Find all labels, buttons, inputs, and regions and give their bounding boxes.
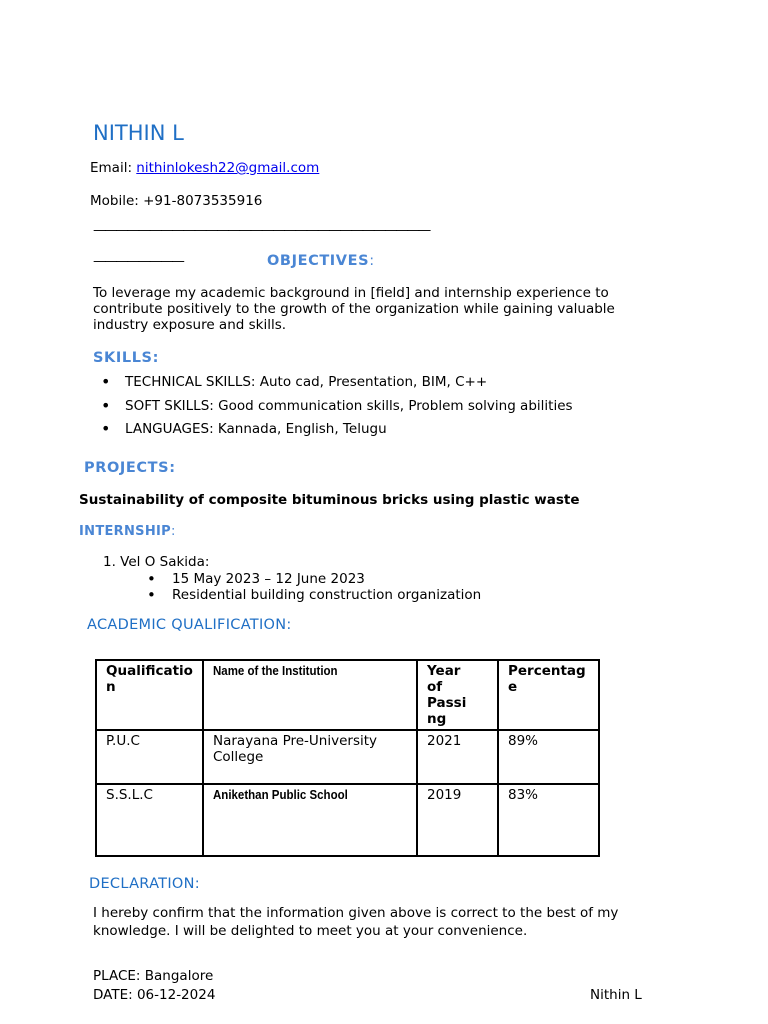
email-label: Email: — [90, 160, 137, 176]
skill-text: LANGUAGES: Kannada, English, Telugu — [125, 421, 387, 437]
list-item — [101, 397, 573, 421]
skill-text: SOFT SKILLS: Good communication skills, Problem solving abilities — [125, 397, 573, 414]
bullet-icon: • — [147, 570, 156, 588]
objectives-heading-text: OBJECTIVES — [267, 253, 370, 269]
header-year: Year of Passi ng — [427, 663, 467, 727]
table-cell: 83% — [498, 784, 599, 856]
internship-details — [147, 571, 481, 602]
skills-list — [101, 373, 573, 444]
bullet-icon: • — [101, 395, 111, 415]
table-cell: Narayana Pre-University College — [203, 730, 417, 784]
header-cell — [417, 660, 498, 730]
header-institution: Name of the Institution — [213, 664, 338, 678]
internship-description: Residential building construction organization — [172, 586, 482, 603]
header-cell — [498, 660, 599, 730]
bullet-icon: • — [101, 419, 111, 438]
table-cell: P.U.C — [96, 730, 203, 784]
skills-heading: SKILLS: — [93, 350, 159, 366]
place-line: PLACE: Bangalore — [93, 968, 214, 984]
list-item — [101, 420, 573, 444]
divider-rule: —————————————————————————————— — [93, 222, 430, 238]
list-item — [101, 373, 573, 397]
table-cell — [203, 784, 417, 856]
table-cell: S.S.L.C — [96, 784, 203, 856]
table-cell: 2019 — [417, 784, 498, 856]
internship-heading-text: INTERNSHIP — [79, 524, 171, 539]
objectives-heading-colon: : — [369, 253, 375, 269]
internship-heading — [79, 524, 176, 539]
table-row — [96, 784, 599, 856]
email-line — [90, 160, 319, 176]
bullet-icon: • — [147, 585, 156, 604]
projects-heading: PROJECTS: — [84, 460, 176, 476]
signature-name: Nithin L — [590, 987, 642, 1003]
institution-name: Anikethan Public School — [213, 788, 348, 802]
table-cell: 89% — [498, 730, 599, 784]
mobile-line: Mobile: +91-8073535916 — [90, 193, 263, 209]
internship-dates: 15 May 2023 – 12 June 2023 — [172, 571, 365, 587]
declaration-text: I hereby confirm that the information given above is correct to the best of my knowledge. I will be delighted to meet you at your convenience. — [93, 905, 619, 939]
objectives-heading — [267, 253, 375, 269]
header-qualification: Qualificatio n — [106, 663, 193, 695]
date-line: DATE: 06-12-2024 — [93, 987, 216, 1003]
header-cell — [203, 660, 417, 730]
email-link[interactable]: nithinlokesh22@gmail.com — [136, 160, 320, 176]
objectives-text: To leverage my academic background in [field] and internship experience to contribute positively to the growth of the organization while gaining valuable industry exposure and skills. — [93, 285, 615, 333]
skill-text: TECHNICAL SKILLS: Auto cad, Presentation, BIM, C++ — [125, 374, 488, 390]
declaration-heading: DECLARATION: — [89, 876, 200, 892]
academic-heading: ACADEMIC QUALIFICATION: — [87, 617, 292, 633]
project-title: Sustainability of composite bituminous bricks using plastic waste — [79, 492, 580, 508]
table-cell: 2021 — [417, 730, 498, 784]
header-cell — [96, 660, 203, 730]
qualification-table — [95, 659, 600, 857]
internship-heading-colon: : — [170, 524, 176, 539]
bullet-icon: • — [101, 372, 111, 391]
header-percentage: Percentag e — [508, 663, 586, 695]
divider-rule-short: ———————— — [93, 253, 183, 269]
candidate-name: NITHIN L — [93, 121, 184, 145]
table-row — [96, 730, 599, 784]
table-header-row — [96, 660, 599, 730]
internship-item: 1. Vel O Sakida: — [103, 554, 210, 570]
list-item — [147, 571, 481, 587]
list-item — [147, 587, 481, 603]
